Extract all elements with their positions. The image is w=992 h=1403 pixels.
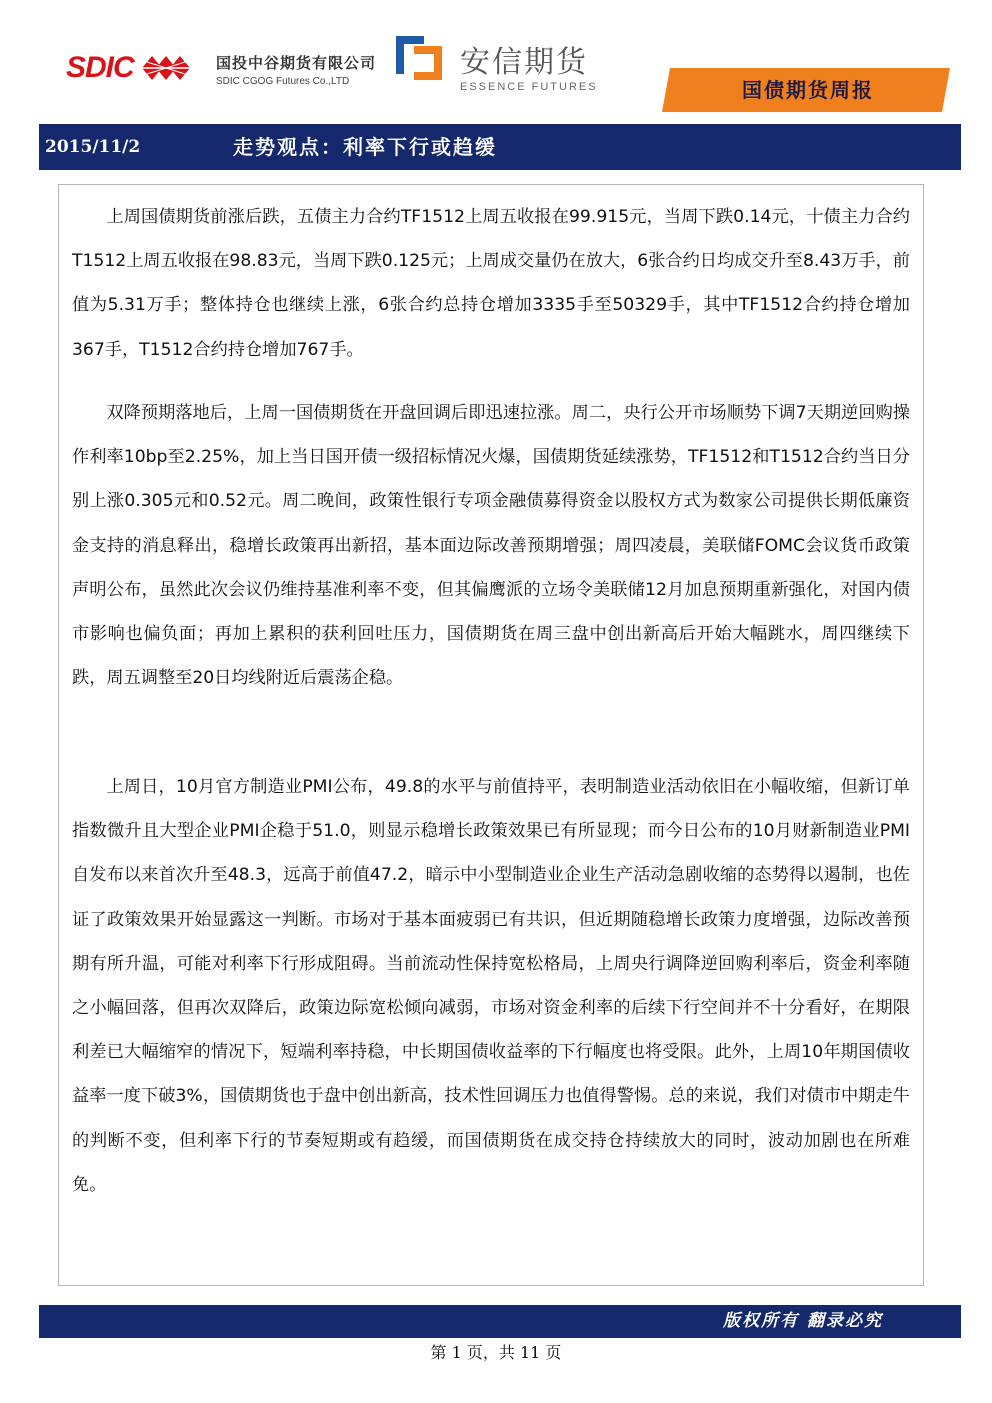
paragraph-market-review: 上周国债期货前涨后跌，五债主力合约TF1512上周五收报在99.915元，当周下跌0.14元，十债主力合约T1512上周五收报在98.83元，当周下跌0.125元；上周成交量仍在放大，6张合约日均成交升至8.43万手，前值为5.31万手；整体持仓也继续上涨，6张合约总持仓增加3335手至50329手，其中TF1512合约持仓增加367手，T1512合约持仓增加767手。	[72, 207, 910, 360]
company-name	[216, 52, 376, 87]
paragraph-policy-events: 双降预期落地后，上周一国债期货在开盘回调后即迅速拉涨。周二，央行公开市场顺势下调7天期逆回购操作利率10bp至2.25%，加上当日国开债一级招标情况火爆，国债期货延续涨势，TF1512和T1512合约当日分别上涨0.305元和0.52元。周二晚间，政策性银行专项金融债募得资金以股权方式为数家公司提供长期低廉资金支持的消息释出，稳增长政策再出新招，基本面边际改善预期增强；周四凌晨，美联储FOMC会议货币政策声明公布，虽然此次会议仍维持基准利率不变，但其偏鹰派的立场令美联储12月加息预期重新强化，对国内债市影响也偏负面；再加上累积的获利回吐压力，国债期货在周三盘中创出新高后开始大幅跳水，周四继续下跌，周五调整至20日均线附近后震荡企稳。	[72, 403, 910, 689]
company-name-cn: 国投中谷期货有限公司	[216, 54, 377, 72]
footer-bar	[39, 1305, 961, 1338]
content-box	[58, 184, 924, 1286]
copyright-notice: 版权所有 翻录必究	[723, 1311, 883, 1331]
sdic-logo-text: SDIC	[66, 51, 134, 84]
essence-name-cn: 安信期货	[460, 45, 588, 80]
essence-futures-logo	[460, 46, 598, 93]
sdic-logo	[66, 50, 196, 86]
title-bar	[39, 124, 961, 170]
sdic-diamond-icon	[138, 50, 196, 86]
essence-logo-icon	[394, 34, 444, 82]
page-number: 第 1 页，共 11 页	[430, 1343, 562, 1362]
report-header	[0, 0, 992, 120]
company-name-en: SDIC CGOG Futures Co.,LTD	[216, 76, 350, 87]
report-date: 2015/11/2	[45, 137, 141, 157]
report-type-title: 国债期货周报	[742, 78, 874, 102]
paragraph-outlook: 上周日，10月官方制造业PMI公布，49.8的水平与前值持平，表明制造业活动依旧在小幅收缩，但新订单指数微升且大型企业PMI企稳于51.0，则显示稳增长政策效果已有所显现；而今日公布的10月财新制造业PMI自发布以来首次升至48.3，远高于前值47.2，暗示中小型制造业企业生产活动急剧收缩的态势得以遏制，也佐证了政策效果开始显露这一判断。市场对于基本面疲弱已有共识，但近期随稳增长政策力度增强，边际改善预期有所升温，可能对利率下行形成阻碍。当前流动性保持宽松格局，上周央行调降逆回购利率后，资金利率随之小幅回落，但再次双降后，政策边际宽松倾向减弱，市场对资金利率的后续下行空间并不十分看好，在期限利差已大幅缩窄的情况下，短端利率持稳，中长期国债收益率的下行幅度也将受限。此外，上周10年期国债收益率一度下破3%，国债期货也于盘中创出新高，技术性回调压力也值得警惕。总的来说，我们对债市中期走牛的判断不变，但利率下行的节奏短期或有趋缓，而国债期货在成交持仓持续放大的同时，波动加剧也在所难免。	[72, 777, 910, 1195]
report-type-tab	[662, 68, 950, 112]
report-headline: 走势观点：利率下行或趋缓	[233, 135, 497, 159]
essence-name-en: ESSENCE FUTURES	[460, 81, 598, 93]
